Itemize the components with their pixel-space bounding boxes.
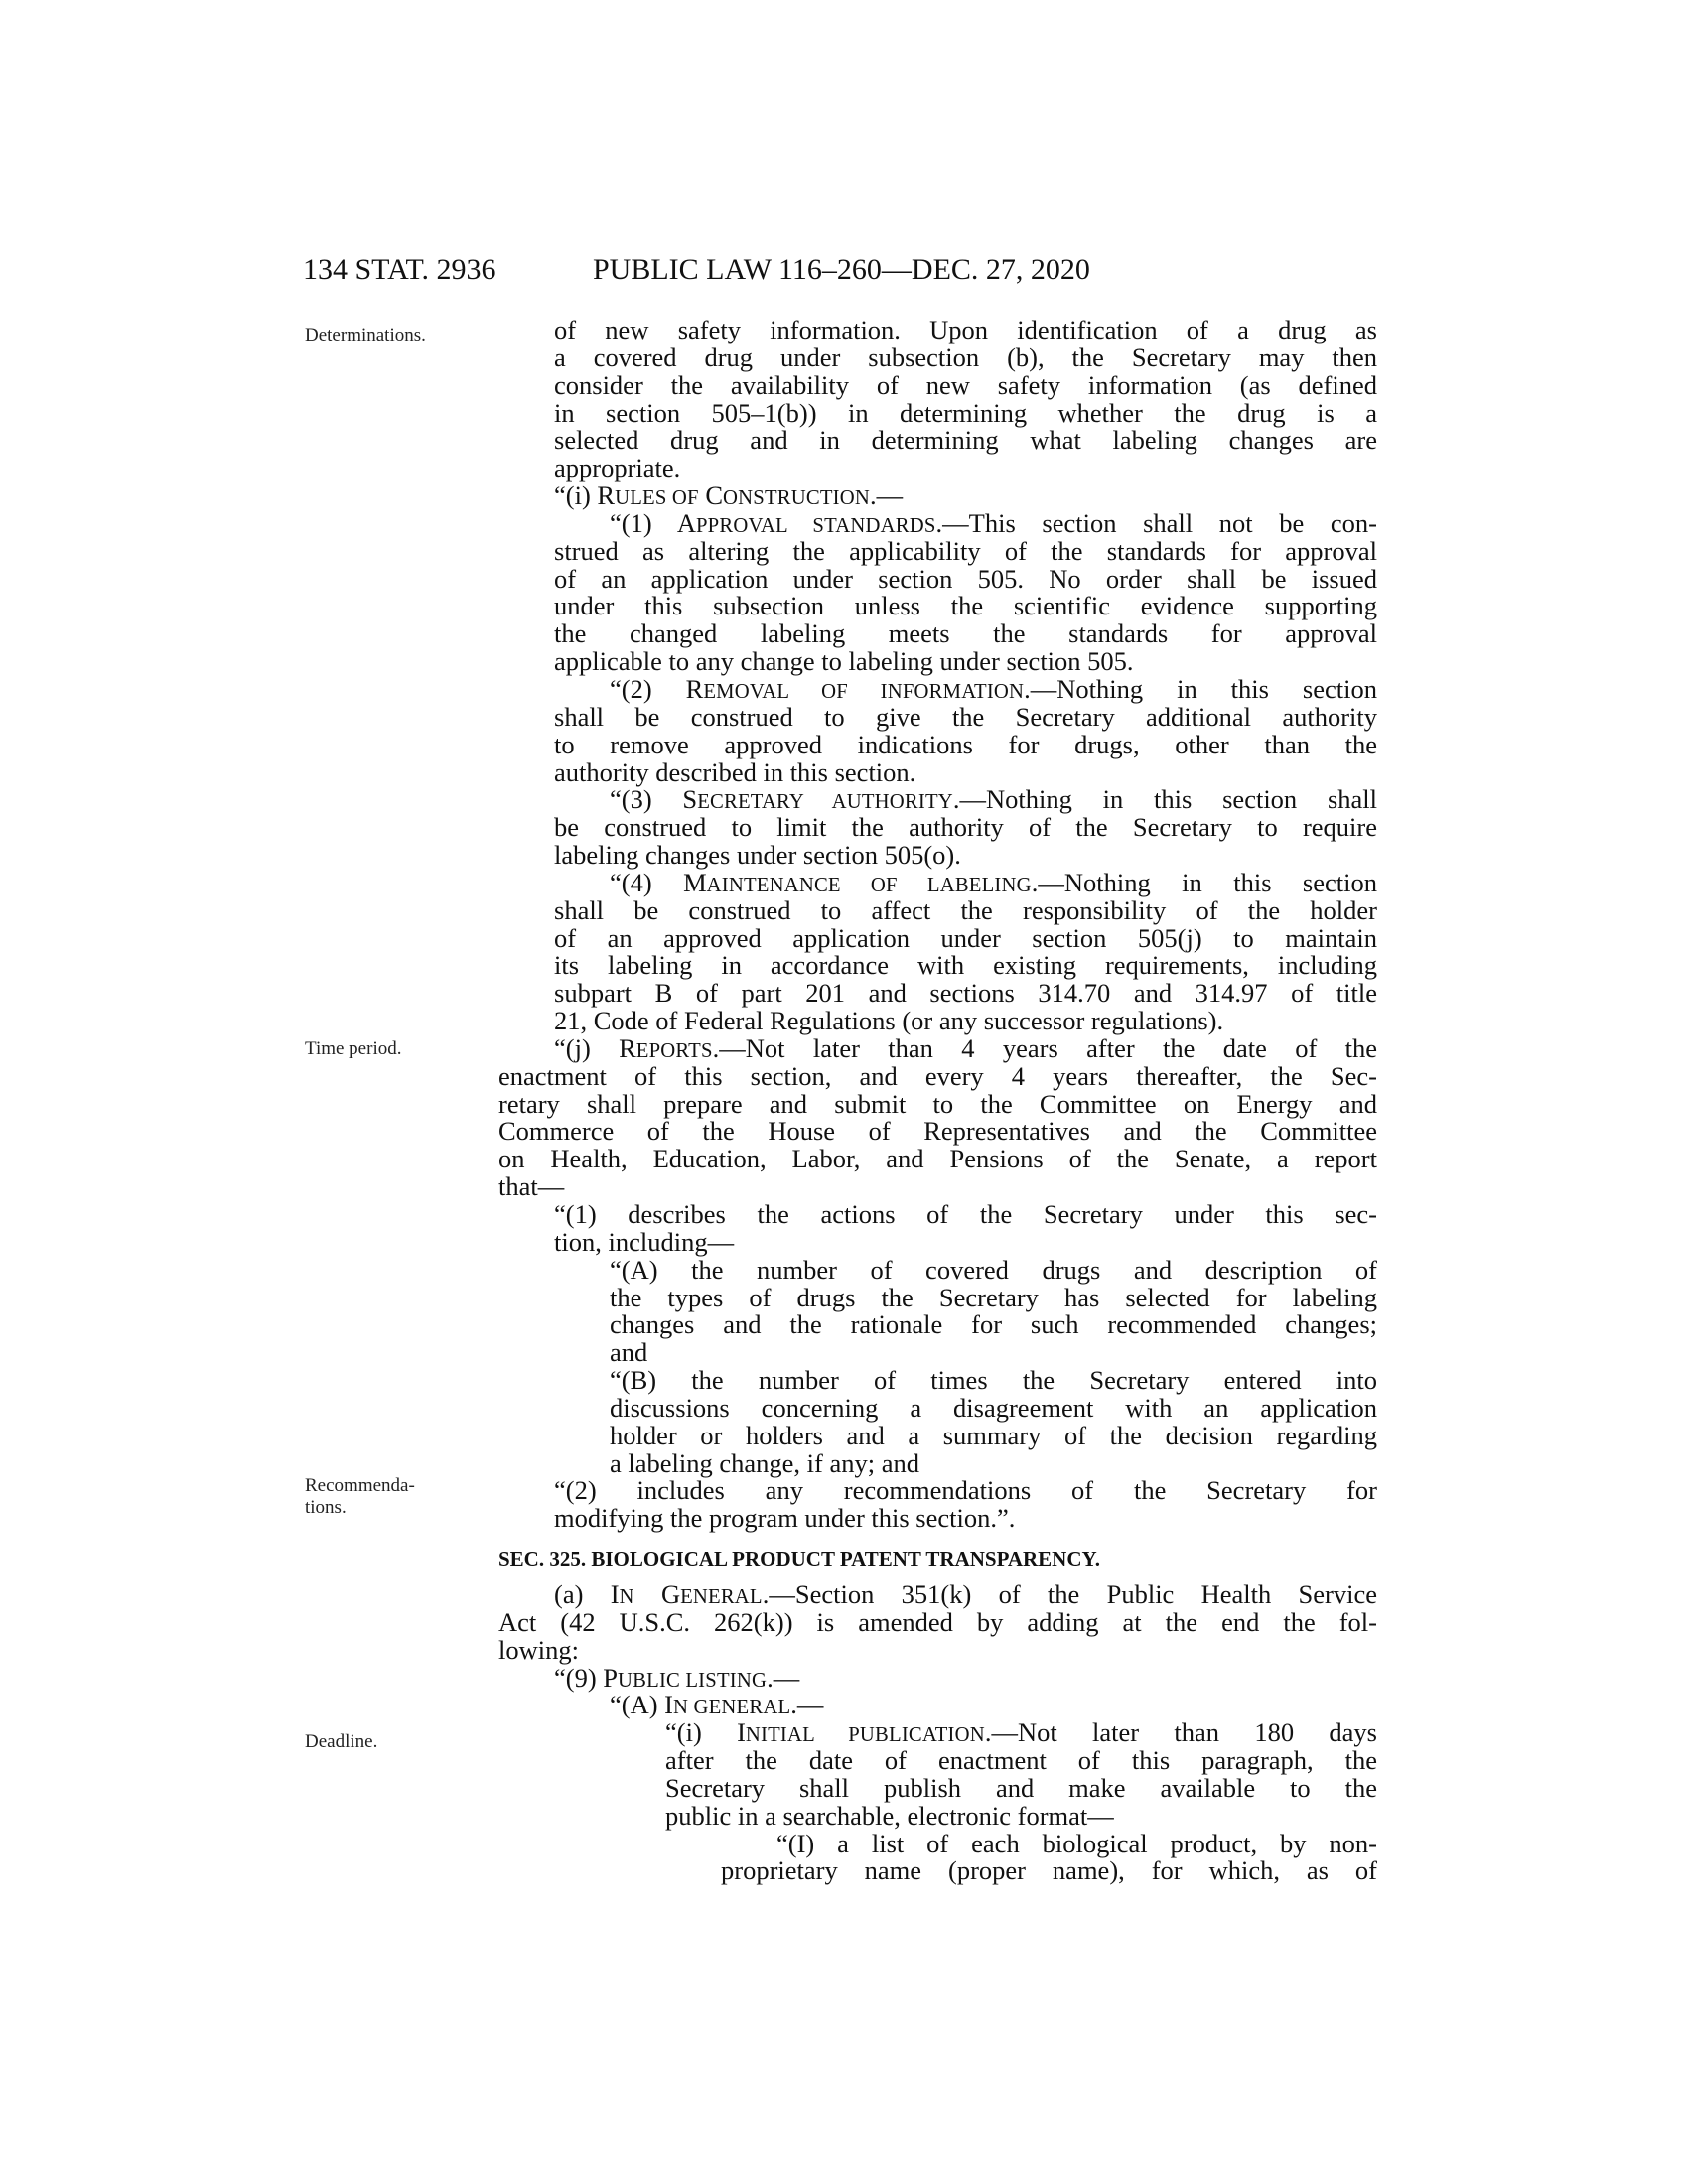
text-line: “(B) the number of times the Secretary entered into (610, 1365, 1377, 1396)
margin-note-time-period: Time period. (305, 1038, 402, 1059)
margin-note-deadline: Deadline. (305, 1731, 378, 1752)
subsection-heading-j: “(j) REPORTS.—Not later than 4 years after the date of the (554, 1032, 1377, 1063)
paragraph-in-general: (a) IN GENERAL.—Section 351(k) of the Public Health Service (554, 1578, 1377, 1609)
text-line: after the date of enactment of this paragraph, the (665, 1745, 1377, 1776)
text-line: its labeling in accordance with existing requirements, including (554, 950, 1377, 981)
paragraph-public-listing: “(9) PUBLIC LISTING.— (554, 1662, 800, 1693)
text-line: under this subsection unless the scientific evidence supporting (554, 591, 1377, 621)
text-line: “(2) includes any recommendations of the Secretary for (554, 1475, 1377, 1506)
text-line: a labeling change, if any; and (610, 1447, 919, 1478)
text-line: 21, Code of Federal Regulations (or any successor regulations). (554, 1006, 1224, 1036)
text-line: holder or holders and a summary of the decision regarding (610, 1420, 1377, 1450)
paragraph-secretary-authority: “(3) SECRETARY AUTHORITY.—Nothing in this section shall (610, 784, 1378, 815)
text-line: enactment of this section, and every 4 years thereafter, the Sec- (498, 1060, 1377, 1091)
text-line: “(A) the number of covered drugs and description of (610, 1254, 1377, 1285)
text-line: tion, including— (554, 1226, 735, 1257)
paragraph-approval-standards: “(1) APPROVAL STANDARDS.—This section shall not be con- (610, 507, 1377, 538)
text-line: on Health, Education, Labor, and Pensions of the Senate, a report (498, 1144, 1377, 1174)
running-header: PUBLIC LAW 116–260—DEC. 27, 2020 (593, 253, 1090, 286)
paragraph-removal-of-information: “(2) REMOVAL OF INFORMATION.—Nothing in this section (610, 673, 1377, 704)
document-body (498, 317, 1377, 1885)
text-line: “(1) describes the actions of the Secretary under this sec- (554, 1199, 1377, 1229)
text-line: Act (42 U.S.C. 262(k)) is amended by adding at the end the fol- (498, 1606, 1377, 1637)
text-line: that— (498, 1171, 565, 1202)
subsection-heading-i: “(i) RULES OF CONSTRUCTION.— (554, 480, 904, 511)
text-line: shall be construed to affect the responsibility of the holder (554, 894, 1377, 925)
section-heading: SEC. 325. BIOLOGICAL PRODUCT PATENT TRANSPARENCY. (498, 1547, 1101, 1571)
text-line: labeling changes under section 505(o). (554, 840, 961, 871)
text-line: of an application under section 505. No order shall be issued (554, 563, 1377, 594)
margin-note-determinations: Determinations. (305, 325, 426, 345)
text-line: Commerce of the House of Representatives and the Committee (498, 1116, 1377, 1147)
text-line: and (610, 1337, 648, 1368)
text-line: to remove approved indications for drugs, other than the (554, 729, 1377, 759)
text-line: consider the availability of new safety information (as defined (554, 369, 1377, 400)
text-line: changes and the rationale for such recommended changes; (610, 1309, 1377, 1340)
text-line: selected drug and in determining what labeling changes are (554, 425, 1377, 456)
text-line: of new safety information. Upon identification of a drug as (554, 315, 1377, 344)
text-line: discussions concerning a disagreement with an application (610, 1392, 1377, 1423)
text-line: the types of drugs the Secretary has selected for labeling (610, 1282, 1377, 1312)
text-line: shall be construed to give the Secretary additional authority (554, 701, 1377, 732)
text-line: modifying the program under this section.”. (554, 1503, 1016, 1534)
margin-note-recommendations: Recommenda- (305, 1475, 415, 1496)
subparagraph-in-general: “(A) IN GENERAL.— (610, 1690, 824, 1720)
text-line: public in a searchable, electronic format— (665, 1800, 1114, 1831)
text-line: subpart B of part 201 and sections 314.70 and 314.97 of title (554, 978, 1377, 1009)
text-line: lowing: (498, 1634, 579, 1665)
text-line: Secretary shall publish and make available to the (665, 1772, 1377, 1803)
margin-note-recommendations-cont: tions. (305, 1497, 347, 1518)
text-line: strued as altering the applicability of the standards for approval (554, 535, 1377, 566)
text-line: a covered drug under subsection (b), the Secretary may then (554, 341, 1377, 372)
paragraph-maintenance-of-labeling: “(4) MAINTENANCE OF LABELING.—Nothing in this section (610, 867, 1377, 897)
text-line: applicable to any change to labeling under section 505. (554, 646, 1134, 677)
text-line: of an approved application under section 505(j) to maintain (554, 922, 1377, 953)
text-line: the changed labeling meets the standards for approval (554, 618, 1377, 649)
text-line: be construed to limit the authority of the Secretary to require (554, 812, 1377, 843)
text-line: “(I) a list of each biological product, by non- (776, 1828, 1377, 1858)
text-line: appropriate. (554, 453, 681, 483)
text-line: retary shall prepare and submit to the Committee on Energy and (498, 1088, 1377, 1119)
page-stat-citation: 134 STAT. 2936 (303, 253, 496, 286)
text-line: proprietary name (proper name), for which, as of (721, 1855, 1377, 1886)
text-line: authority described in this section. (554, 756, 916, 787)
text-line: in section 505–1(b)) in determining whether the drug is a (554, 397, 1377, 428)
clause-initial-publication: “(i) INITIAL PUBLICATION.—Not later than 180 days (665, 1717, 1377, 1748)
